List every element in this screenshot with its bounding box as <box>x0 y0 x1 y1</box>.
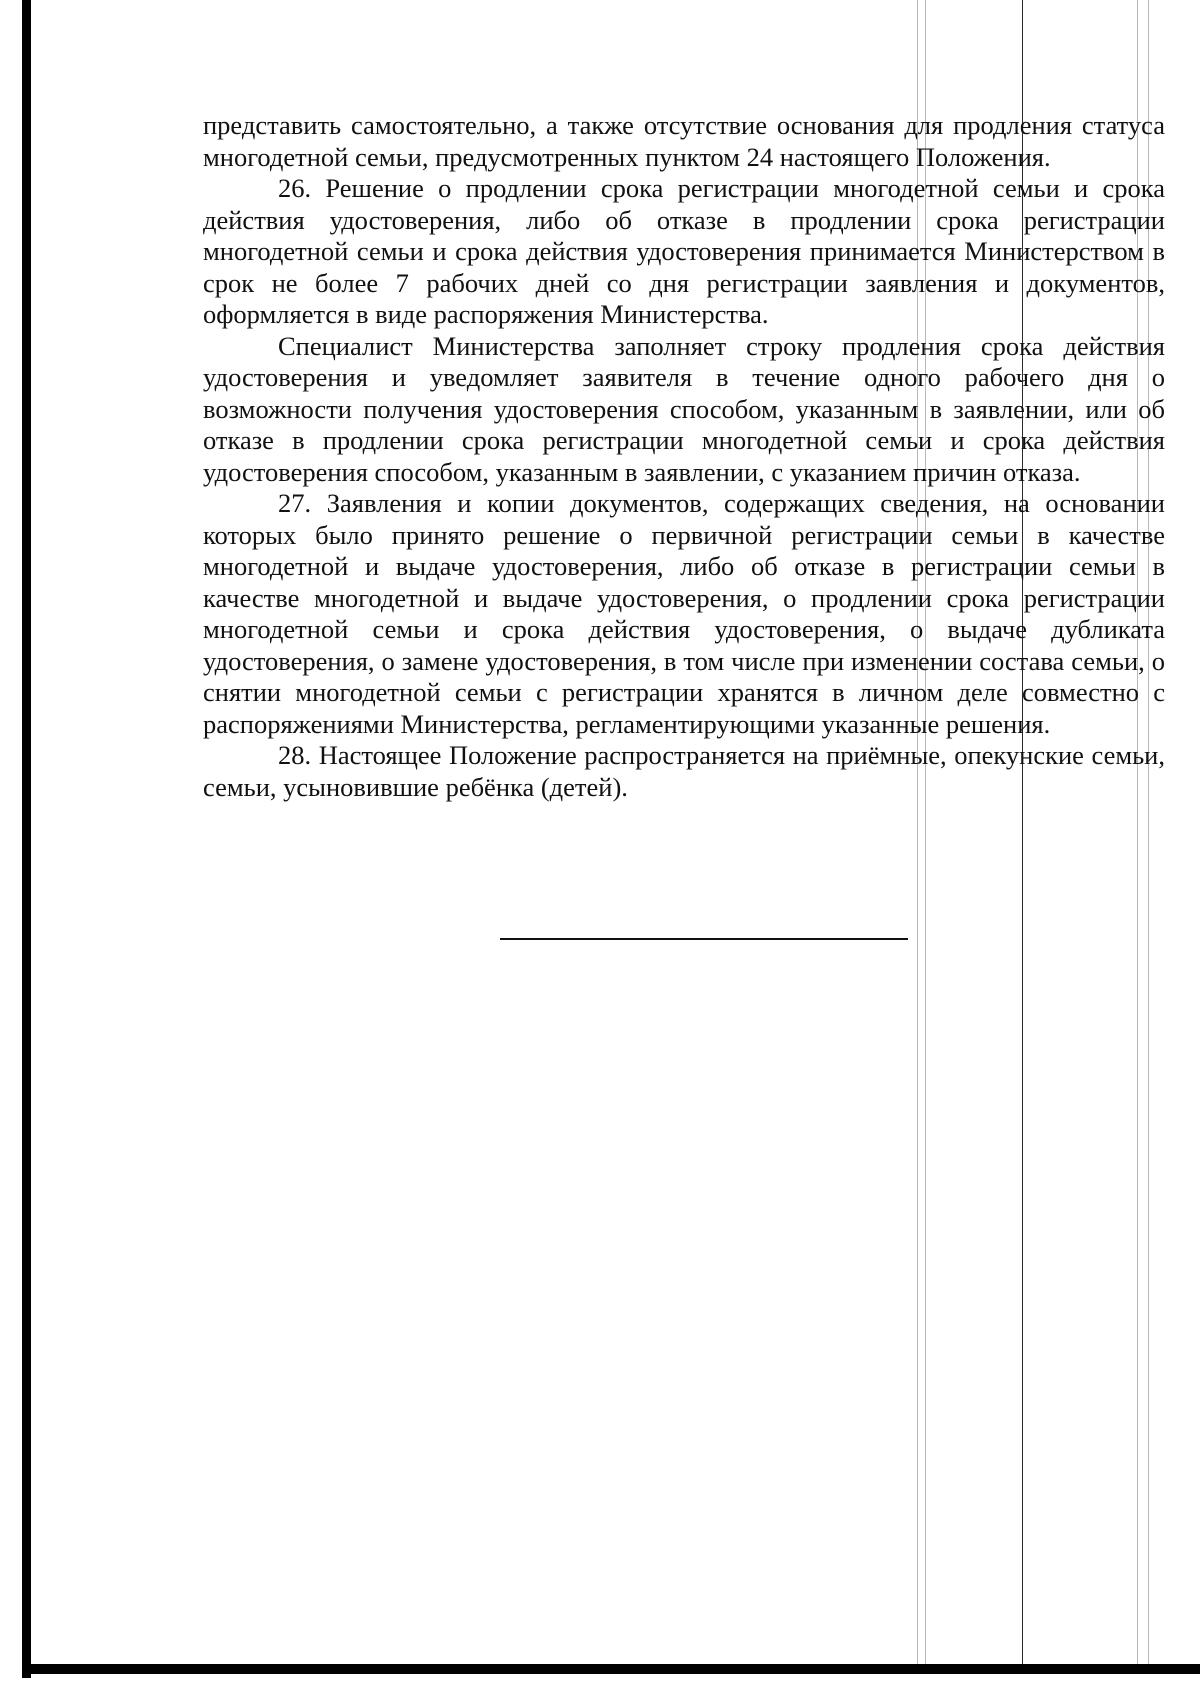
scan-border-left <box>22 0 31 1678</box>
document-body <box>203 110 1165 803</box>
paragraph-specialist: Специалист Министерства заполняет строку продления срока действия удостоверения и уведомляет заявителя в течение одного рабочего дня о возможности получения удостоверения способом, указанным в заявлении, или об отказе в продлении срока регистрации многодетной семьи и срока действия удостоверения способом, указанным в заявлении, с указанием причин отказа. <box>203 330 1165 487</box>
paragraph-continuation: представить самостоятельно, а также отсутствие основания для продления статуса многодетной семьи, предусмотренных пунктом 24 настоящего Положения. <box>203 110 1165 172</box>
paragraph-item-27: 27. Заявления и копии документов, содержащих сведения, на основании которых было принято решение о первичной регистрации семьи в качестве многодетной и выдаче удостоверения, либо об отказе в регистрации семьи в качестве многодетной и выдаче удостоверения, о продлении срока регистрации многодетной семьи и срока действия удостоверения, о выдаче дубликата удостоверения, о замене удостоверения, в том числе при изменении состава семьи, о снятии многодетной семьи с регистрации хранятся в личном деле совместно с распоряжениями Министерства, регламентирующими указанные решения. <box>203 488 1165 739</box>
scan-border-bottom <box>22 1664 1200 1674</box>
paragraph-item-28: 28. Настоящее Положение распространяется на приёмные, опекунские семьи, семьи, усыновившие ребёнка (детей). <box>203 740 1165 802</box>
closing-divider-line <box>500 938 908 940</box>
paragraph-item-26: 26. Решение о продлении срока регистрации многодетной семьи и срока действия удостоверения, либо об отказе в продлении срока регистрации многодетной семьи и срока действия удостоверения принимается Министерством в срок не более 7 рабочих дней со дня регистрации заявления и документов, оформляется в виде распоряжения Министерства. <box>203 173 1165 329</box>
